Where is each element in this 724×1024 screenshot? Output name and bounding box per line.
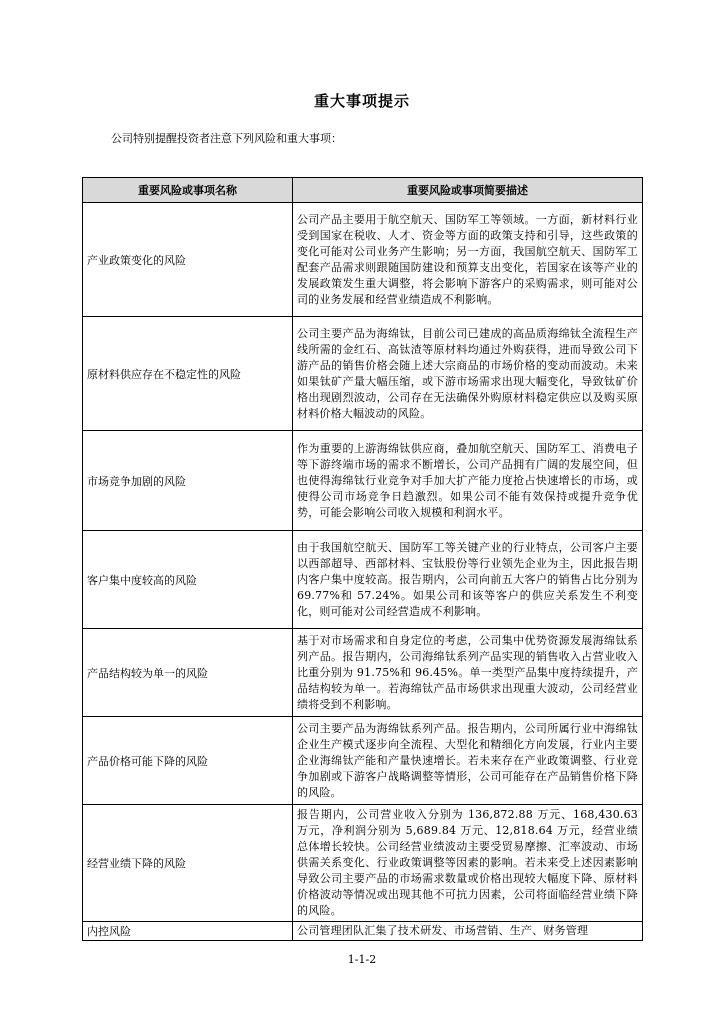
- table-row: [83, 717, 643, 805]
- risk-name: 经营业绩下降的风险: [83, 805, 293, 922]
- risk-description: 公司主要产品为海绵钛系列产品。报告期内，公司所属行业中海绵钛企业生产模式逐步向全流程、大型化和精细化方向发展，行业内主要企业海绵钛产能和产量快速增长。若未来存在产业政策调整、行业竞争加剧或下游客户战略调整等情形，公司可能存在产品销售价格下降的风险。: [293, 717, 643, 805]
- risk-description: 作为重要的上游海绵钛供应商，叠加航空航天、国防军工、消费电子等下游终端市场的需求不断增长，公司产品拥有广阔的发展空间，但也使得海绵钛行业竞争对手加大扩产能力度抢占快速增长的市场，或使得公司市场竞争日趋激烈。如果公司不能有效保持或提升竞争优势，可能会影响公司收入规模和利润水平。: [293, 431, 643, 531]
- risk-name: 市场竞争加剧的风险: [83, 431, 293, 531]
- page-title: 重大事项提示: [313, 92, 410, 110]
- risk-name: 内控风险: [83, 922, 293, 941]
- column-header-name: 重要风险或事项名称: [83, 178, 293, 203]
- risk-description: 报告期内，公司营业收入分别为 136,872.88 万元、168,430.63 万元，净利润分别为 5,689.84 万元、12,818.64 万元，经营业绩总体增长较快。公司经营业绩波动主要受贸易摩擦、汇率波动、市场供需关系变化、行业政策调整等因素的影响。若未来受上述因素影响导致公司主要产品的市场需求数量或价格出现较大幅度下降、原材料价格波动等情况或出现其他不可抗力因素，公司将面临经营业绩下降的风险。: [293, 805, 643, 922]
- risk-description: 公司产品主要用于航空航天、国防军工等领域。一方面，新材料行业受到国家在税收、人才、资金等方面的政策支持和引导，这些政策的变化可能对公司业务产生影响；另一方面，我国航空航天、国防军工配套产品需求则跟随国防建设和预算支出变化，若国家在该等产业的发展政策发生重大调整，将会影响下游客户的采购需求，则可能对公司的业务发展和经营业绩造成不利影响。: [293, 203, 643, 317]
- risk-table: [82, 177, 643, 941]
- risk-description: 基于对市场需求和自身定位的考虑，公司集中优势资源发展海绵钛系列产品。报告期内，公司海绵钛系列产品实现的销售收入占营业收入比重分别为 91.75%和 96.45%。单一类型产品集中度持续提升，产品结构较为单一。若海绵钛产品市场供求出现重大波动，公司经营业绩将受到不利影响。: [293, 629, 643, 717]
- intro-text: 公司特别提醒投资者注意下列风险和重大事项：: [111, 132, 342, 145]
- table-row: [83, 531, 643, 629]
- table-row: [83, 629, 643, 717]
- column-header-description: 重要风险或事项简要描述: [293, 178, 643, 203]
- risk-name: 产品价格可能下降的风险: [83, 717, 293, 805]
- risk-description: 公司管理团队汇集了技术研发、市场营销、生产、财务管理: [293, 922, 643, 941]
- risk-name: 原材料供应存在不稳定性的风险: [83, 317, 293, 431]
- risk-description: 由于我国航空航天、国防军工等关键产业的行业特点，公司客户主要以西部超导、西部材料、宝钛股份等行业领先企业为主，因此报告期内客户集中度较高。报告期内，公司向前五大客户的销售占比分别为 69.77%和 57.24%。如果公司和该等客户的供应关系发生不利变化，则可能对公司经营造成不利影响。: [293, 531, 643, 629]
- risk-name: 产品结构较为单一的风险: [83, 629, 293, 717]
- table-row: [83, 317, 643, 431]
- table-row: [83, 203, 643, 317]
- risk-name: 产业政策变化的风险: [83, 203, 293, 317]
- table-row: [83, 431, 643, 531]
- risk-name: 客户集中度较高的风险: [83, 531, 293, 629]
- table-row: [83, 805, 643, 922]
- risk-description: 公司主要产品为海绵钛，目前公司已建成的高品质海绵钛全流程生产线所需的金红石、高钛渣等原材料均通过外购获得，进而导致公司下游产品的销售价格会随上述大宗商品的市场价格的变动而波动。未来如果钛矿产量大幅压缩，或下游市场需求出现大幅变化，导致钛矿价格出现剧烈波动，公司存在无法确保外购原材料稳定供应以及购买原材料价格大幅波动的风险。: [293, 317, 643, 431]
- table-row: [83, 922, 643, 941]
- page-number: 1-1-2: [347, 953, 377, 966]
- table-header-row: [83, 178, 643, 203]
